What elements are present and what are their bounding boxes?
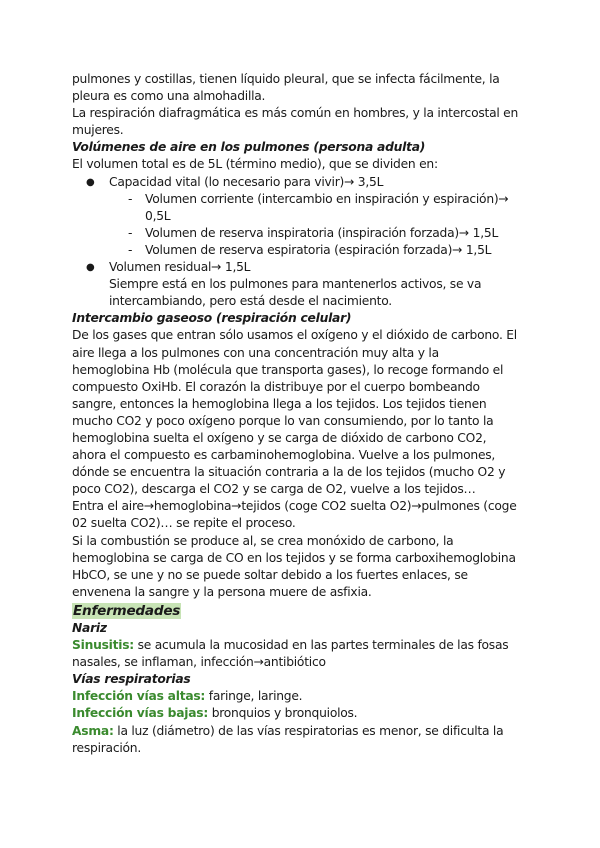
gas-exchange-heading: Intercambio gaseoso (respiración celular) — [72, 311, 352, 326]
residual-description: intercambiando, pero está desde el nacimiento. — [109, 294, 392, 309]
paragraph-line: hemoglobina Hb (molécula que transporta gases), lo recoge formando el — [72, 362, 504, 377]
paragraph-line: HbCO, se une y no se puede soltar debido a los fuertes enlaces, se — [72, 567, 468, 582]
lower-airway-term: Infección vías bajas: — [72, 706, 209, 721]
volumes-intro: El volumen total es de 5L (término medio), que se dividen en: — [72, 157, 438, 172]
list-item-text: 0,5L — [145, 208, 171, 223]
sinusitis-line — [72, 637, 532, 654]
paragraph-line: dónde se encuentra la situación contraria a la de los tejidos (mucho O2 y — [72, 465, 506, 480]
asthma-line — [72, 723, 532, 740]
paragraph-line: De los gases que entran sólo usamos el oxígeno y el dióxido de carbono. El — [72, 328, 517, 343]
list-item-inspiratory-reserve — [72, 225, 532, 242]
nose-heading: Nariz — [72, 621, 107, 635]
list-item-text: Volumen residual→ 1,5L — [109, 260, 251, 275]
upper-airway-text: faringe, laringe. — [205, 689, 303, 704]
lower-airway-text: bronquios y bronquiolos. — [208, 706, 358, 721]
paragraph-line: poco CO2), descarga el CO2 y se carga de O2, vuelve a los tejidos… — [72, 482, 476, 497]
paragraph-line: 02 suelta CO2)… se repite el proceso. — [72, 516, 296, 531]
list-item-continuation — [72, 208, 532, 225]
dash-icon: - — [128, 242, 133, 257]
list-item-text: Volumen de reserva inspiratoria (inspiración forzada)→ 1,5L — [145, 225, 499, 240]
volumes-heading: Volúmenes de aire en los pulmones (persona adulta) — [72, 140, 426, 155]
intro-line: pleura es como una almohadilla. — [72, 89, 266, 104]
paragraph-line: mucho CO2 y poco oxígeno porque lo van consumiendo, por lo tanto la — [72, 413, 494, 428]
lower-airway-line — [72, 705, 532, 722]
paragraph-line: hemoglobina se carga de CO en los tejidos y se forma carboxihemoglobina — [72, 550, 516, 565]
list-item-expiratory-reserve — [72, 242, 532, 259]
asthma-line: respiración. — [72, 740, 141, 755]
upper-airway-term: Infección vías altas: — [72, 689, 206, 704]
dash-icon: - — [128, 191, 133, 206]
upper-airway-line — [72, 688, 532, 705]
list-item-text: Volumen corriente (intercambio en inspiración y espiración)→ — [145, 191, 509, 206]
diseases-heading: Enfermedades — [73, 602, 181, 619]
asthma-term: Asma: — [72, 723, 114, 738]
list-item-text: Capacidad vital (lo necesario para vivir)→ 3,5L — [109, 174, 384, 189]
intro-line: pulmones y costillas, tienen líquido pleural, que se infecta fácilmente, la — [72, 72, 500, 86]
sinusitis-line: nasales, se inflaman, infección→antibiótico — [72, 655, 326, 670]
paragraph-line: envenena la sangre y la persona muere de asfixia. — [72, 584, 372, 599]
sinusitis-text: se acumula la mucosidad en las partes terminales de las fosas — [133, 638, 509, 653]
list-item-vital-capacity — [72, 174, 532, 191]
paragraph-line: aire llega a los pulmones con una concentración muy alta y la — [72, 345, 439, 360]
list-item-text: Volumen de reserva espiratoria (espiración forzada)→ 1,5L — [145, 242, 492, 257]
paragraph-line: Entra el aire→hemoglobina→tejidos (coge CO2 suelta O2)→pulmones (coge — [72, 499, 517, 514]
bullet-icon: ● — [86, 176, 95, 188]
sinusitis-term: Sinusitis: — [72, 638, 134, 653]
airways-heading: Vías respiratorias — [72, 672, 191, 687]
paragraph-line: hemoglobina suelta el oxígeno y se carga de dióxido de carbono CO2, — [72, 430, 487, 445]
residual-description: Siempre está en los pulmones para mantenerlos activos, se va — [109, 277, 482, 292]
paragraph-line: ahora el compuesto es carbaminohemoglobina. Vuelve a los pulmones, — [72, 448, 496, 463]
paragraph-line: Si la combustión se produce al, se crea monóxido de carbono, la — [72, 533, 454, 548]
list-item-tidal-volume — [72, 191, 532, 208]
paragraph-line: sangre, entonces la hemoglobina llega a los tejidos. Los tejidos tienen — [72, 396, 487, 411]
list-item-residual-volume — [72, 259, 532, 276]
intro-line: La respiración diafragmática es más común en hombres, y la intercostal en — [72, 106, 519, 121]
document-page — [72, 71, 532, 757]
intro-line: mujeres. — [72, 123, 124, 138]
bullet-icon: ● — [86, 262, 95, 274]
paragraph-line: compuesto OxiHb. El corazón la distribuye por el cuerpo bombeando — [72, 379, 480, 394]
asthma-text: la luz (diámetro) de las vías respiratorias es menor, se dificulta la — [113, 723, 504, 738]
dash-icon: - — [128, 225, 133, 240]
